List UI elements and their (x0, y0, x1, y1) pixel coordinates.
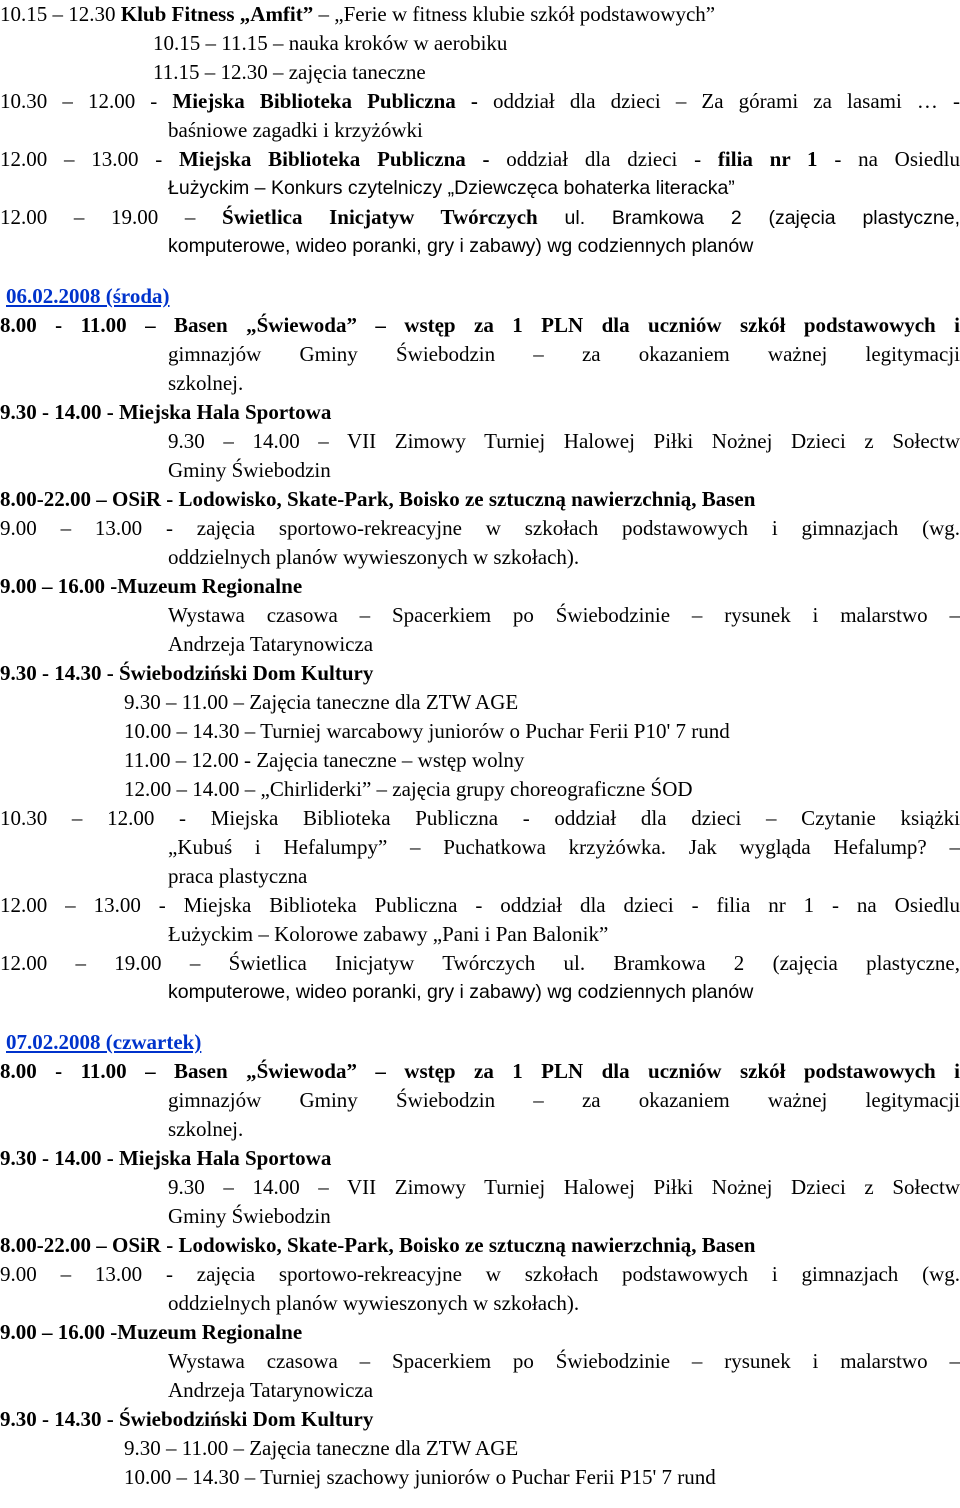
schedule-line: 9.30 – 14.00 – VII Zimowy Turniej Halowej Piłki Nożnej Dzieci z Sołectw (168, 1175, 960, 1199)
schedule-line: 10.15 – 11.15 – nauka kroków w aerobiku (153, 31, 508, 55)
schedule-line: 9.30 - 14.30 - Świebodziński Dom Kultury (0, 1407, 374, 1431)
schedule-line: 8.00-22.00 – OSiR - Lodowisko, Skate-Park, Boisko ze sztuczną nawierzchnią, Basen (0, 1233, 756, 1257)
schedule-line: komputerowe, wideo poranki, gry i zabawy) wg codziennych planów (168, 981, 754, 1003)
schedule-line: 9.30 - 14.30 - Świebodziński Dom Kultury (0, 661, 374, 685)
schedule-line: 9.00 – 13.00 - zajęcia sportowo-rekreacyjne w szkołach podstawowych i gimnazjach (wg. (0, 1262, 960, 1286)
schedule-line: 9.30 – 14.00 – VII Zimowy Turniej Halowej Piłki Nożnej Dzieci z Sołectw (168, 429, 960, 453)
schedule-line: 10.15 – 12.30 Klub Fitness „Amfit” – „Ferie w fitness klubie szkół podstawowych” (0, 2, 716, 26)
schedule-line: 12.00 – 13.00 - Miejska Biblioteka Publiczna - oddział dla dzieci - filia nr 1 - na Osiedlu (0, 893, 960, 917)
schedule-line: 10.00 – 14.30 – Turniej warcabowy juniorów o Puchar Ferii P10' 7 rund (124, 719, 730, 743)
schedule-line: 8.00 - 11.00 – Basen „Świewoda” – wstęp za 1 PLN dla uczniów szkół podstawowych i (0, 313, 960, 337)
schedule-line: 8.00 - 11.00 – Basen „Świewoda” – wstęp za 1 PLN dla uczniów szkół podstawowych i (0, 1059, 960, 1083)
schedule-line: oddzielnych planów wywieszonych w szkołach). (168, 545, 580, 569)
schedule-line: Wystawa czasowa – Spacerkiem po Świebodzinie – rysunek i malarstwo – (168, 603, 960, 627)
schedule-line: 12.00 – 19.00 – Świetlica Inicjatyw Twórczych ul. Bramkowa 2 (zajęcia plastyczne, (0, 205, 960, 229)
schedule-line: 9.30 - 14.00 - Miejska Hala Sportowa (0, 1146, 332, 1170)
schedule-line: szkolnej. (168, 1117, 244, 1141)
schedule-line: Andrzeja Tatarynowicza (168, 632, 374, 656)
schedule-line: 10.00 – 14.30 – Turniej szachowy juniorów o Puchar Ferii P15' 7 rund (124, 1465, 716, 1489)
schedule-line: 9.30 - 14.00 - Miejska Hala Sportowa (0, 400, 332, 424)
schedule-line: 11.15 – 12.30 – zajęcia taneczne (153, 60, 426, 84)
schedule-line: 9.00 – 16.00 -Muzeum Regionalne (0, 574, 303, 598)
schedule-line: Gminy Świebodzin (168, 458, 331, 482)
schedule-line: 12.00 – 19.00 – Świetlica Inicjatyw Twórczych ul. Bramkowa 2 (zajęcia plastyczne, (0, 951, 960, 975)
schedule-line: Łużyckim – Kolorowe zabawy „Pani i Pan Balonik” (168, 922, 609, 946)
schedule-line: 8.00-22.00 – OSiR - Lodowisko, Skate-Park, Boisko ze sztuczną nawierzchnią, Basen (0, 487, 756, 511)
schedule-line: 9.00 – 16.00 -Muzeum Regionalne (0, 1320, 303, 1344)
schedule-line: baśniowe zagadki i krzyżówki (168, 118, 423, 142)
schedule-line: gimnazjów Gminy Świebodzin – za okazaniem ważnej legitymacji (168, 1088, 960, 1112)
schedule-line: Łużyckim – Konkurs czytelniczy „Dziewczęca bohaterka literacka” (168, 177, 735, 199)
schedule-line: 10.30 – 12.00 - Miejska Biblioteka Publiczna - oddział dla dzieci – Czytanie książki (0, 806, 960, 830)
schedule-line: 12.00 – 14.00 – „Chirliderki” – zajęcia grupy choreograficzne ŚOD (124, 777, 693, 801)
schedule-line: „Kubuś i Hefalumpy” – Puchatkowa krzyżówka. Jak wygląda Hefalump? – (168, 835, 960, 859)
schedule-line: 9.00 – 13.00 - zajęcia sportowo-rekreacyjne w szkołach podstawowych i gimnazjach (wg. (0, 516, 960, 540)
schedule-line: komputerowe, wideo poranki, gry i zabawy) wg codziennych planów (168, 235, 754, 257)
schedule-line: 9.30 – 11.00 – Zajęcia taneczne dla ZTW AGE (124, 1436, 519, 1460)
schedule-line: 11.00 – 12.00 - Zajęcia taneczne – wstęp wolny (124, 748, 525, 772)
schedule-line: Gminy Świebodzin (168, 1204, 331, 1228)
date-heading[interactable]: 06.02.2008 (środa) (6, 284, 170, 308)
date-heading[interactable]: 07.02.2008 (czwartek) (6, 1030, 202, 1054)
schedule-line: oddzielnych planów wywieszonych w szkołach). (168, 1291, 580, 1315)
schedule-line: praca plastyczna (168, 864, 308, 888)
schedule-line: Andrzeja Tatarynowicza (168, 1378, 374, 1402)
schedule-line: 9.30 – 11.00 – Zajęcia taneczne dla ZTW AGE (124, 690, 519, 714)
schedule-line: 10.30 – 12.00 - Miejska Biblioteka Publiczna - oddział dla dzieci – Za górami za lasami … - (0, 89, 960, 113)
schedule-line: 12.00 – 13.00 - Miejska Biblioteka Publiczna - oddział dla dzieci - filia nr 1 - na Osiedlu (0, 147, 960, 171)
schedule-line: szkolnej. (168, 371, 244, 395)
schedule-line: gimnazjów Gminy Świebodzin – za okazaniem ważnej legitymacji (168, 342, 960, 366)
schedule-line: Wystawa czasowa – Spacerkiem po Świebodzinie – rysunek i malarstwo – (168, 1349, 960, 1373)
